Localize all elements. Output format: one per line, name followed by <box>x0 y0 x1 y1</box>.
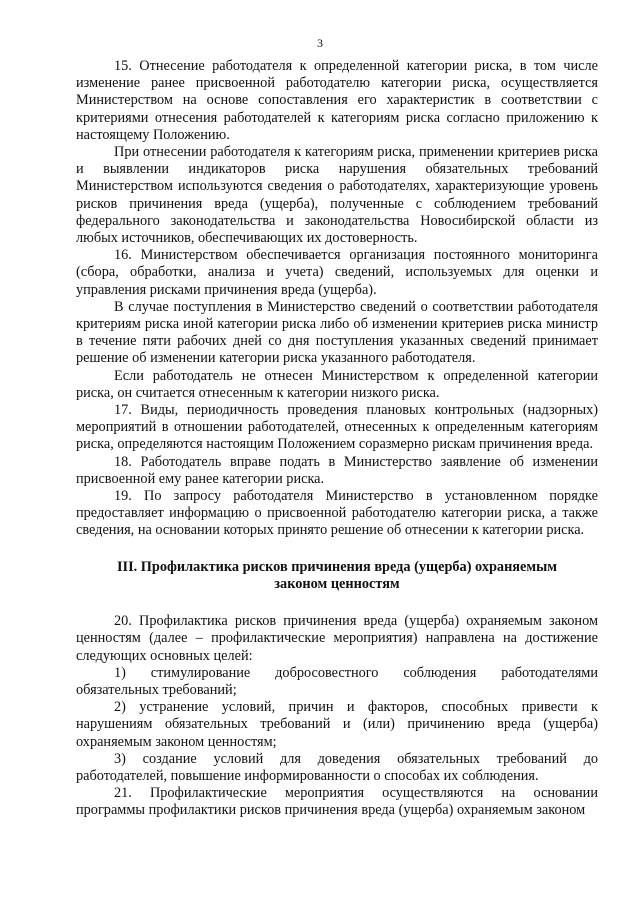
list-item-2: 2) устранение условий, причин и факторов, способных привести к нарушениям обязательных требований и (или) причинению вреда (ущерба) охраняемым законом ценностям; <box>76 699 598 750</box>
paragraph-18: 18. Работодатель вправе подать в Министерство заявление об изменении присвоенной ему ранее категории риска. <box>76 453 598 487</box>
paragraph-15: 15. Отнесение работодателя к определенной категории риска, в том числе изменение ранее присвоенной работодателю категории риска, осуществляется Министерством на основе сопоставления его характеристик в соответствии с критериями отнесения работодателей к категориям риска согласно приложению к настоящему Положению. <box>76 58 598 143</box>
page-number: 3 <box>317 36 323 50</box>
list-item-1: 1) стимулирование добросовестного соблюдения работодателями обязательных требований; <box>76 664 598 698</box>
document-body <box>76 58 598 820</box>
list-item-3: 3) создание условий для доведения обязательных требований до работодателей, повышение информированности о способах их соблюдения. <box>76 750 598 784</box>
paragraph-21: 21. Профилактические мероприятия осуществляются на основании программы профилактики рисков причинения вреда (ущерба) охраняемым законом <box>76 785 598 819</box>
paragraph-19: 19. По запросу работодателя Министерство в установленном порядке предоставляет информацию о присвоенной работодателю категории риска, а также сведения, на основании которых принято решение об отнесении к категории риска. <box>76 488 598 539</box>
paragraph-17: 17. Виды, периодичность проведения плановых контрольных (надзорных) мероприятий в отношении работодателей, отнесенных к определенным категориям риска, определяются настоящим Положением соразмерно рискам причинения вреда. <box>76 402 598 453</box>
section-heading-line-1: III. Профилактика рисков причинения вреда (ущерба) охраняемым <box>116 558 558 575</box>
paragraph-16: 16. Министерством обеспечивается организация постоянного мониторинга (сбора, обработки, анализа и учета) сведений, используемых для оценки и управления рисками причинения вреда (ущерба). <box>76 247 598 298</box>
paragraph-16-low-risk: Если работодатель не отнесен Министерством к определенной категории риска, он считается отнесенным к категории низкого риска. <box>76 367 598 401</box>
paragraph-20: 20. Профилактика рисков причинения вреда (ущерба) охраняемым законом ценностям (далее – профилактические мероприятия) направлена на достижение следующих основных целей: <box>76 613 598 664</box>
paragraph-16-change: В случае поступления в Министерство сведений о соответствии работодателя критериям риска иной категории риска либо об изменении критериев риска министр в течение пяти рабочих дней со дня поступления указанных сведений принимает решение об изменении категории риска указанного работодателя. <box>76 298 598 367</box>
paragraph-15-continued: При отнесении работодателя к категориям риска, применении критериев риска и выявлении индикаторов риска нарушения обязательных требований Министерством используются сведения о работодателях, характеризующие уровень рисков причинения вреда (ущерба), полученные с соблюдением требований федерального законодательства и законодательства Новосибирской области из любых источников, обеспечивающих их достоверность. <box>76 144 598 247</box>
section-heading-line-2: законом ценностям <box>274 575 400 592</box>
section-heading <box>76 559 598 593</box>
